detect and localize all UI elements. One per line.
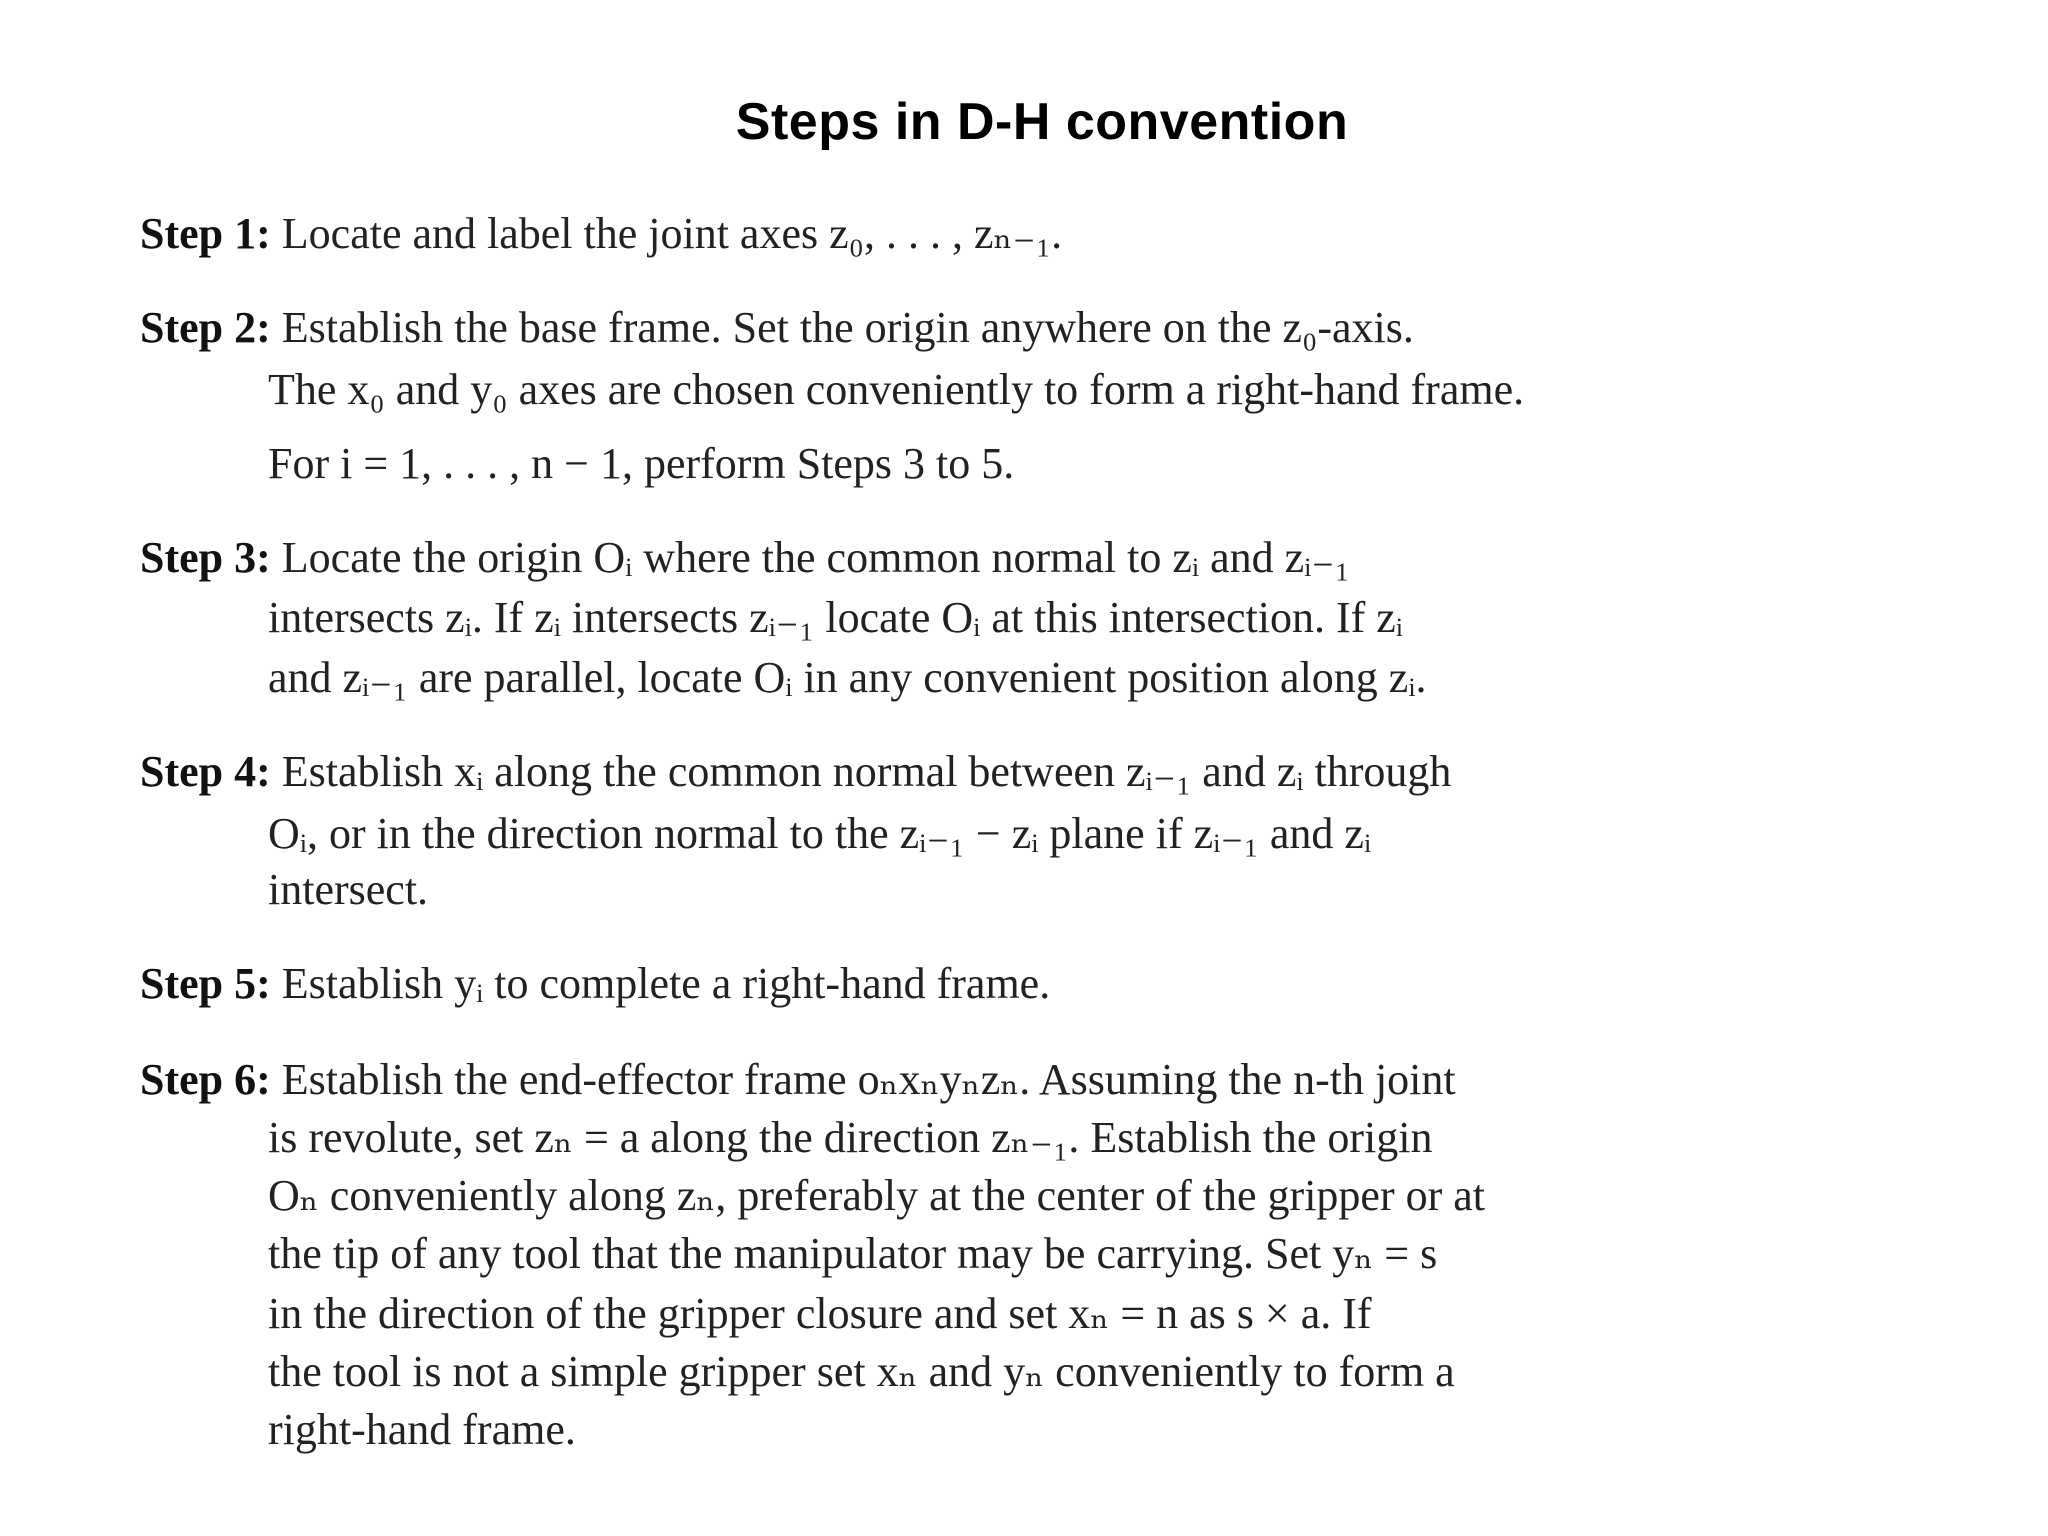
step-1-label: Step 1: [140, 209, 271, 258]
step-4-line-2: Oᵢ, or in the direction normal to the zᵢ₋₁ − zᵢ plane if zᵢ₋₁ and zᵢ [268, 809, 1372, 858]
step-5-text: Establish yᵢ to complete a right-hand frame. [281, 959, 1051, 1008]
step-1-line-1 [140, 209, 1063, 258]
step-6-line-1 [140, 1055, 1456, 1104]
step-4-label: Step 4: [140, 747, 271, 796]
step-6-line-4: the tip of any tool that the manipulator may be carrying. Set yₙ = s [268, 1229, 1438, 1278]
step-2-line-1 [140, 303, 1414, 352]
step-5-label: Step 5: [140, 959, 271, 1008]
step-2-label: Step 2: [140, 303, 271, 352]
step-6-label: Step 6: [140, 1055, 271, 1104]
step-3-line-3: and zᵢ₋₁ are parallel, locate Oᵢ in any convenient position along zᵢ. [268, 653, 1427, 702]
step-6-text-1: Establish the end-effector frame oₙxₙyₙzₙ. Assuming the n-th joint [281, 1055, 1456, 1104]
step-3-line-1 [140, 533, 1350, 582]
step-4-line-3: intersect. [268, 865, 429, 914]
step-4-text-1: Establish xᵢ along the common normal between zᵢ₋₁ and zᵢ through [281, 747, 1452, 796]
step-6-line-5: in the direction of the gripper closure and set xₙ = n as s × a. If [268, 1289, 1372, 1338]
page-title: Steps in D-H convention [735, 93, 1349, 151]
step-2-line-3: For i = 1, . . . , n − 1, perform Steps 3 to 5. [268, 439, 1015, 488]
step-2-text-1: Establish the base frame. Set the origin anywhere on the z₀-axis. [281, 303, 1414, 352]
step-6-line-2: is revolute, set zₙ = a along the direction zₙ₋₁. Establish the origin [268, 1113, 1433, 1162]
step-3-label: Step 3: [140, 533, 271, 582]
step-3-text-1: Locate the origin Oᵢ where the common normal to zᵢ and zᵢ₋₁ [281, 533, 1350, 582]
step-4-line-1 [140, 747, 1452, 796]
step-5-line-1 [140, 959, 1051, 1008]
step-3-line-2: intersects zᵢ. If zᵢ intersects zᵢ₋₁ locate Oᵢ at this intersection. If zᵢ [268, 593, 1403, 642]
step-6-line-3: Oₙ conveniently along zₙ, preferably at the center of the gripper or at [268, 1171, 1486, 1220]
step-2-line-2: The x₀ and y₀ axes are chosen conveniently to form a right-hand frame. [268, 365, 1525, 414]
step-6-line-6: the tool is not a simple gripper set xₙ and yₙ conveniently to form a [268, 1347, 1455, 1396]
step-1-text: Locate and label the joint axes z₀, . . . , zₙ₋₁. [281, 209, 1063, 258]
step-6-line-7: right-hand frame. [268, 1405, 576, 1454]
